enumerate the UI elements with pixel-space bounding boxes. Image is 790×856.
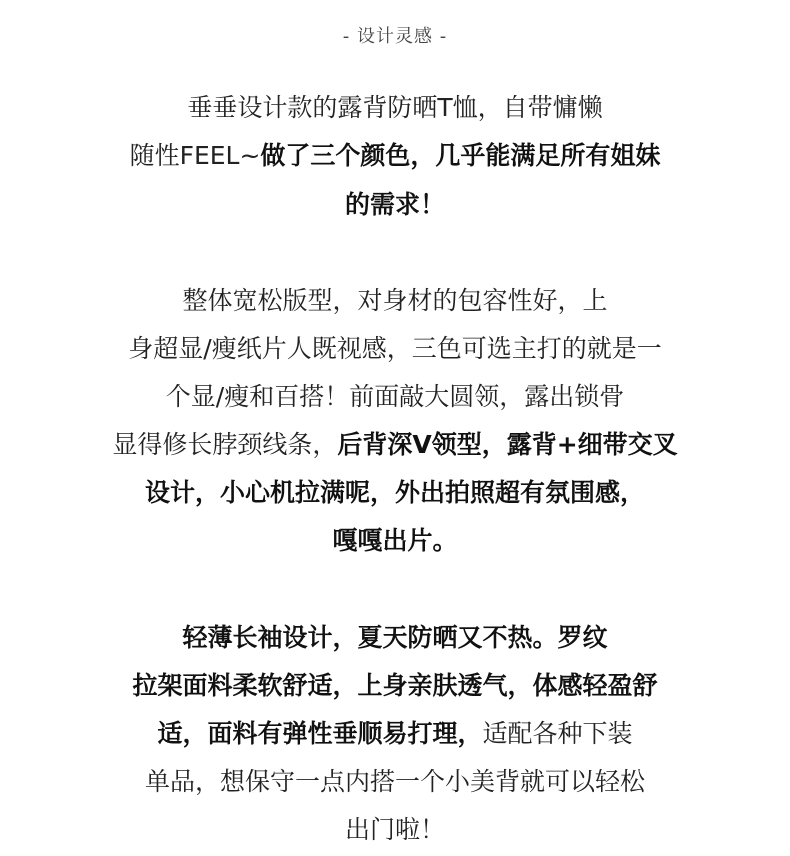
- text-line: 适，面料有弹性垂顺易打理，适配各种下装: [157, 719, 633, 748]
- text-line: 拉架面料柔软舒适，上身亲肤透气，体感轻盈舒: [132, 671, 658, 700]
- text-line: 显得修长脖颈线条，后背深V领型，露背+细带交叉: [112, 430, 678, 459]
- text-line: 随性FEEL~做了三个颜色，几乎能满足所有姐妹: [129, 141, 661, 170]
- text-line: 个显/瘦和百搭！前面敲大圆领，露出锁骨: [165, 382, 625, 411]
- text-line: 垂垂设计款的露背防晒T恤，自带慵懒: [187, 93, 603, 122]
- text-line: 身超显/瘦纸片人既视感，三色可选主打的就是一: [128, 334, 662, 363]
- text-line: 轻薄长袖设计，夏天防晒又不热。罗纹: [182, 623, 608, 652]
- design-inspiration-heading: - 设计灵感 -: [342, 26, 448, 47]
- text-line: 嘎嘎出片。: [332, 526, 458, 555]
- text-line: 设计，小心机拉满呢，外出拍照超有氛围感，: [144, 478, 645, 507]
- text-line: 单品，想保守一点内搭一个小美背就可以轻松: [144, 767, 645, 796]
- text-line: 的需求！: [344, 190, 445, 219]
- text-line: 整体宽松版型，对身材的包容性好，上: [182, 286, 608, 315]
- text-line: 出门啦！: [344, 815, 445, 844]
